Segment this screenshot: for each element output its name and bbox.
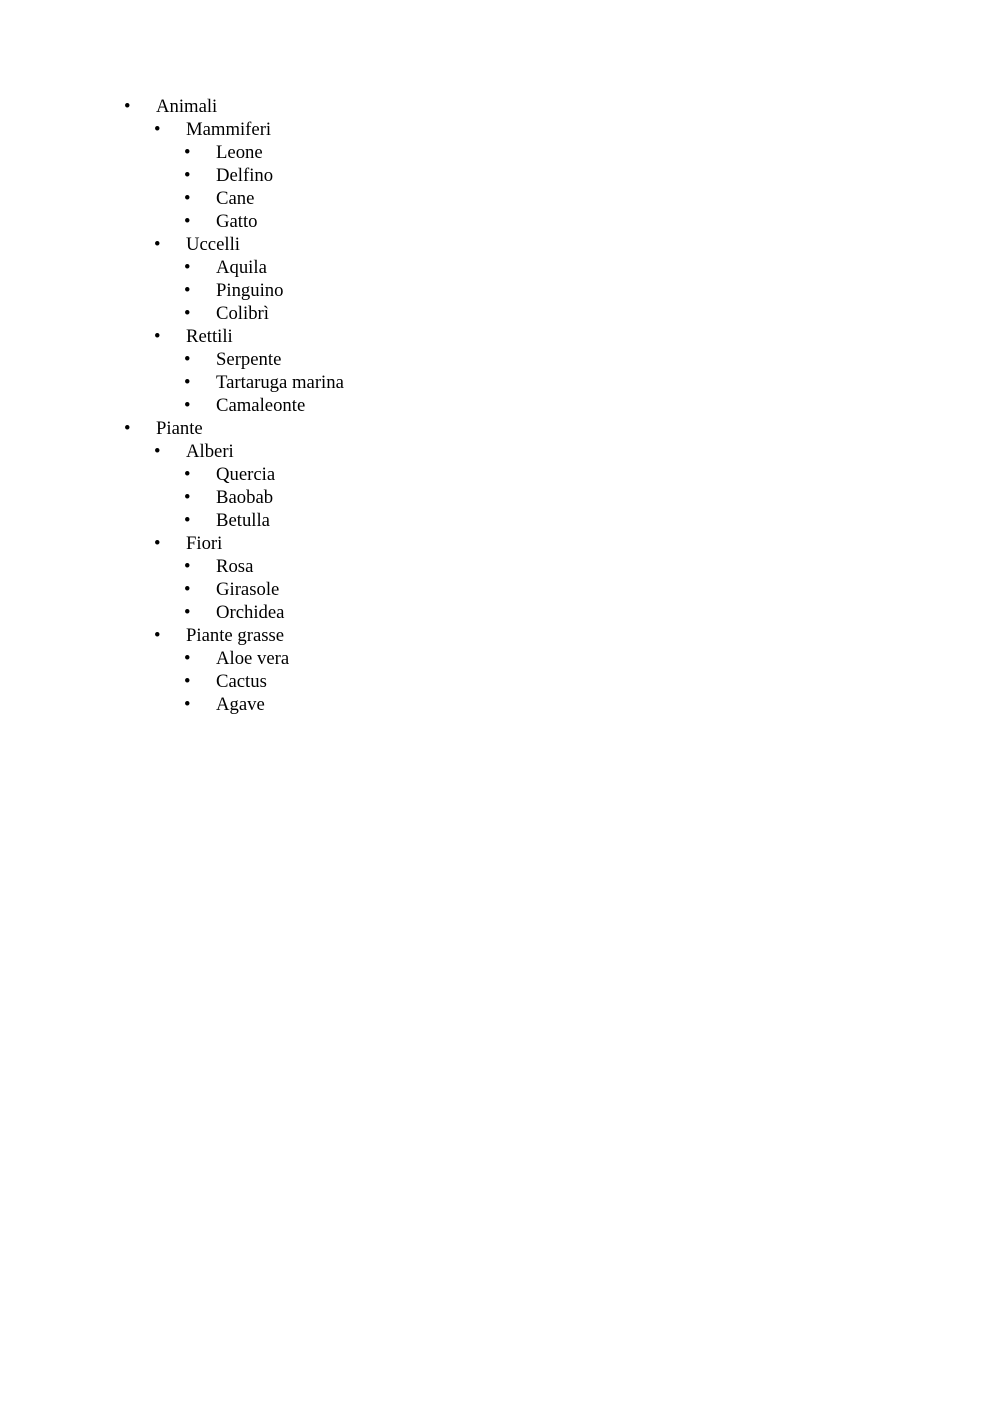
list-item-level-3 <box>0 302 993 325</box>
list-item-level-3 <box>0 693 993 716</box>
group-label: Uccelli <box>186 234 240 255</box>
item-label: Aquila <box>216 257 267 278</box>
bullet-icon: • <box>124 96 131 117</box>
bullet-icon: • <box>184 165 191 186</box>
item-label: Delfino <box>216 165 274 186</box>
bullet-icon: • <box>184 142 191 163</box>
list-item-level-2 <box>0 233 993 256</box>
bullet-icon: • <box>184 464 191 485</box>
item-label: Betulla <box>216 510 270 531</box>
list-item-level-2 <box>0 532 993 555</box>
list-item-level-3 <box>0 187 993 210</box>
list-item-level-2 <box>0 624 993 647</box>
bullet-icon: • <box>184 510 191 531</box>
list-item-level-3 <box>0 164 993 187</box>
bullet-icon: • <box>154 533 161 554</box>
item-label: Gatto <box>216 211 258 232</box>
bullet-icon: • <box>184 303 191 324</box>
bullet-icon: • <box>124 418 131 439</box>
list-item-level-1 <box>0 417 993 440</box>
item-label: Baobab <box>216 487 274 508</box>
list-item-level-3 <box>0 601 993 624</box>
list-item-level-3 <box>0 578 993 601</box>
item-label: Quercia <box>216 464 276 485</box>
bullet-icon: • <box>184 188 191 209</box>
list-item-level-2 <box>0 440 993 463</box>
item-label: Cane <box>216 188 255 209</box>
list-item-level-3 <box>0 348 993 371</box>
item-label: Orchidea <box>216 602 285 623</box>
category-label: Piante <box>156 418 203 439</box>
item-label: Agave <box>216 694 265 715</box>
item-label: Camaleonte <box>216 395 306 416</box>
bullet-icon: • <box>184 556 191 577</box>
group-label: Fiori <box>186 533 223 554</box>
bullet-icon: • <box>184 487 191 508</box>
list-item-level-2 <box>0 325 993 348</box>
list-item-level-3 <box>0 463 993 486</box>
item-label: Girasole <box>216 579 280 600</box>
list-item-level-3 <box>0 509 993 532</box>
group-label: Alberi <box>186 441 234 462</box>
bullet-icon: • <box>154 441 161 462</box>
bullet-icon: • <box>184 280 191 301</box>
bullet-icon: • <box>184 372 191 393</box>
item-label: Serpente <box>216 349 282 370</box>
bullet-icon: • <box>184 211 191 232</box>
list-item-level-3 <box>0 279 993 302</box>
bullet-icon: • <box>184 671 191 692</box>
item-label: Aloe vera <box>216 648 290 669</box>
item-label: Leone <box>216 142 263 163</box>
list-item-level-2 <box>0 118 993 141</box>
list-item-level-3 <box>0 647 993 670</box>
bullet-icon: • <box>154 234 161 255</box>
list-item-level-1 <box>0 95 993 118</box>
bullet-icon: • <box>154 625 161 646</box>
list-item-level-3 <box>0 670 993 693</box>
item-label: Rosa <box>216 556 254 577</box>
bullet-icon: • <box>184 349 191 370</box>
category-label: Animali <box>156 96 218 117</box>
item-label: Tartaruga marina <box>216 372 344 393</box>
list-item-level-3 <box>0 141 993 164</box>
list-item-level-3 <box>0 394 993 417</box>
bullet-icon: • <box>184 694 191 715</box>
list-item-level-3 <box>0 555 993 578</box>
group-label: Mammiferi <box>186 119 272 140</box>
bullet-icon: • <box>184 602 191 623</box>
item-label: Pinguino <box>216 280 284 301</box>
list-item-level-3 <box>0 486 993 509</box>
group-label: Piante grasse <box>186 625 285 646</box>
list-item-level-3 <box>0 256 993 279</box>
bullet-icon: • <box>184 395 191 416</box>
list-item-level-3 <box>0 371 993 394</box>
group-label: Rettili <box>186 326 233 347</box>
bulleted-outline <box>0 95 993 716</box>
item-label: Cactus <box>216 671 267 692</box>
bullet-icon: • <box>184 579 191 600</box>
list-item-level-3 <box>0 210 993 233</box>
item-label: Colibrì <box>216 303 269 324</box>
bullet-icon: • <box>154 119 161 140</box>
bullet-icon: • <box>184 648 191 669</box>
bullet-icon: • <box>184 257 191 278</box>
bullet-icon: • <box>154 326 161 347</box>
